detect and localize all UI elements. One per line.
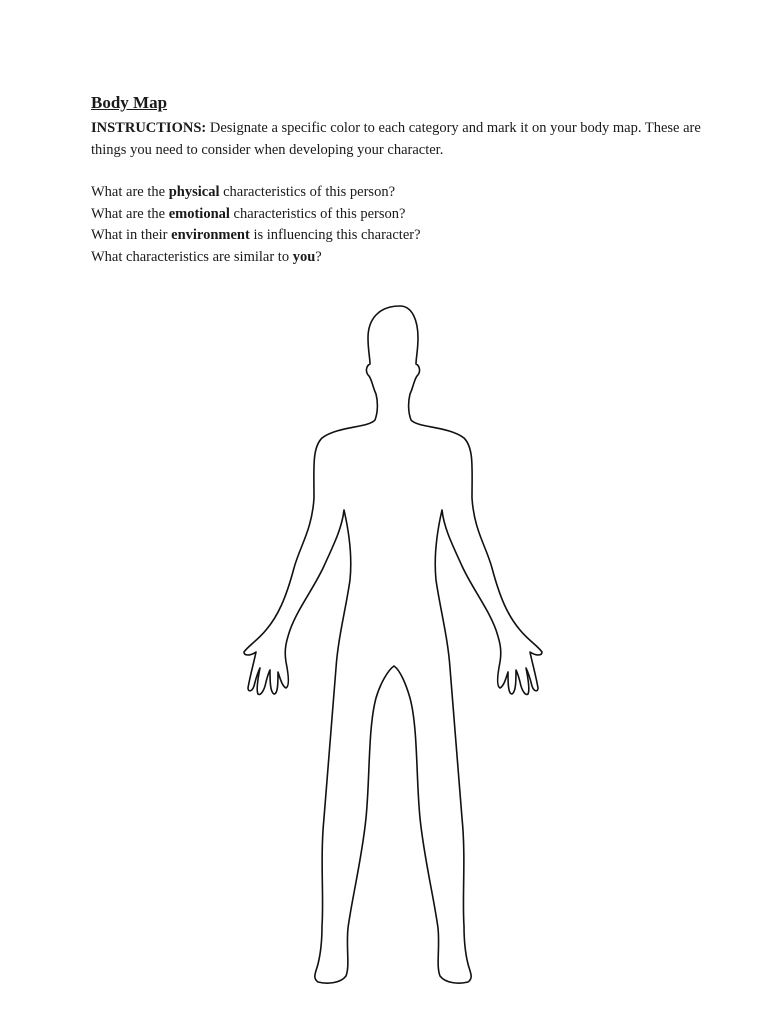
body-outline bbox=[244, 306, 542, 983]
instructions-label: INSTRUCTIONS: bbox=[91, 120, 207, 136]
question-keyword: environment bbox=[171, 227, 250, 243]
question-text: What are the bbox=[91, 184, 166, 200]
question-text: ? bbox=[315, 248, 322, 265]
question-environment bbox=[91, 225, 711, 247]
human-body-outline-icon bbox=[228, 298, 564, 1000]
question-you bbox=[91, 247, 711, 269]
instructions-paragraph bbox=[91, 118, 711, 161]
question-text: characteristics of this person? bbox=[223, 184, 396, 200]
question-physical bbox=[91, 182, 711, 204]
question-keyword: you bbox=[292, 248, 316, 265]
question-text: What characteristics are similar to bbox=[91, 248, 290, 265]
page-title: Body Map bbox=[91, 93, 168, 112]
question-text: What in their bbox=[91, 227, 168, 243]
instructions-text: Designate a specific color to each category and mark it on your body map. These are things you need to consider when developing your character. bbox=[91, 120, 701, 158]
question-text: is influencing this character? bbox=[253, 227, 421, 243]
question-text: characteristics of this person? bbox=[233, 205, 406, 222]
question-emotional bbox=[91, 204, 711, 226]
question-keyword: emotional bbox=[168, 205, 230, 222]
worksheet-text bbox=[91, 92, 711, 268]
question-text: What are the bbox=[91, 205, 166, 222]
question-list bbox=[91, 182, 711, 268]
question-keyword: physical bbox=[168, 184, 220, 200]
